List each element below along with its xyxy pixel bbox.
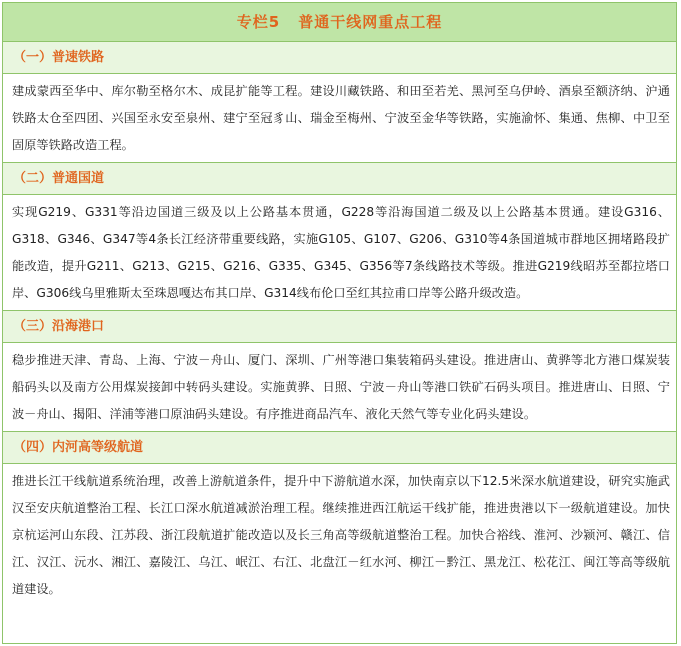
section-heading-inland-waterway: （四）内河高等级航道 [3,432,676,464]
feature-panel [2,2,677,644]
panel-title [3,3,676,42]
section-heading-national-road: （二）普通国道 [3,163,676,195]
column-number: 专栏5 [236,13,281,31]
section-body-national-road: 实现G219、G331等沿边国道三级及以上公路基本贯通，G228等沿海国道二级及以上公路基本贯通。建设G316、G318、G346、G347等4条长江经济带重要线路，实施G105、G107、G206、G310等4条国道城市群地区拥堵路段扩能改造，提升G211、G213、G215、G216、G335、G345、G356等7条线路技术等级。推进G219线昭苏至都拉塔口岸、G306线乌里雅斯太至珠恩嘎达布其口岸、G314线布伦口至红其拉甫口岸等公路升级改造。 [3,195,676,311]
section-body-coastal-port: 稳步推进天津、青岛、上海、宁波－舟山、厦门、深圳、广州等港口集装箱码头建设。推进唐山、黄骅等北方港口煤炭装船码头以及南方公用煤炭接卸中转码头建设。实施黄骅、日照、宁波－舟山等港口铁矿石码头项目。推进唐山、日照、宁波－舟山、揭阳、洋浦等港口原油码头建设。有序推进商品汽车、液化天然气等专业化码头建设。 [3,343,676,432]
section-body-railway: 建成蒙西至华中、库尔勒至格尔木、成昆扩能等工程。建设川藏铁路、和田至若羌、黑河至乌伊岭、酒泉至额济纳、沪通铁路太仓至四团、兴国至永安至泉州、建宁至冠豸山、瑞金至梅州、宁波至金华等铁路，实施渝怀、集通、焦柳、中卫至固原等铁路改造工程。 [3,74,676,163]
section-heading-railway: （一）普速铁路 [3,42,676,74]
section-heading-coastal-port: （三）沿海港口 [3,311,676,343]
panel-title-text: 普通干线网重点工程 [298,13,443,31]
section-body-inland-waterway: 推进长江干线航道系统治理，改善上游航道条件，提升中下游航道水深，加快南京以下12.5米深水航道建设，研究实施武汉至安庆航道整治工程、长江口深水航道减淤治理工程。继续推进西江航运干线扩能，推进贵港以下一级航道建设。加快京杭运河山东段、江苏段、浙江段航道扩能改造以及长三角高等级航道整治工程。加快合裕线、淮河、沙颍河、赣江、信江、汉江、沅水、湘江、嘉陵江、乌江、岷江、右江、北盘江－红水河、柳江－黔江、黑龙江、松花江、闽江等高等级航道建设。 [12,474,670,596]
